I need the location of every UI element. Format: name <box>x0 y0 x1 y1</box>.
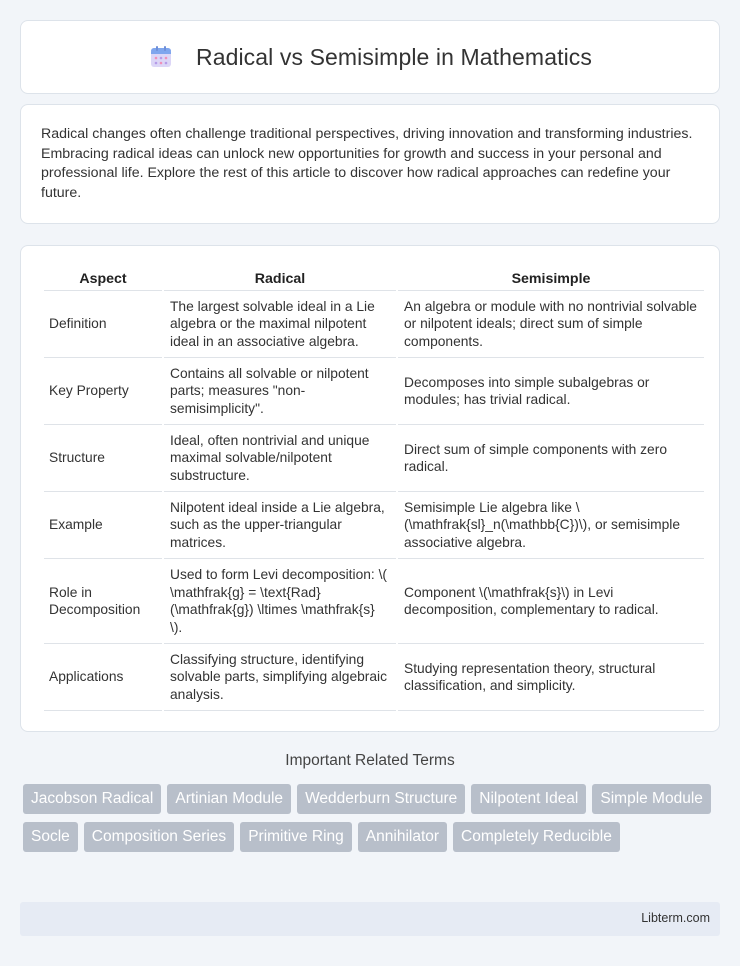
comparison-table-card <box>20 245 720 732</box>
related-term-tag[interactable]: Primitive Ring <box>240 822 352 852</box>
header-inner <box>148 44 592 71</box>
comparison-table <box>42 265 706 711</box>
radical-cell: The largest solvable ideal in a Lie algebra or the maximal nilpotent ideal in an associative algebra. <box>164 291 396 358</box>
related-term-tag[interactable]: Completely Reducible <box>453 822 620 852</box>
table-row <box>44 291 704 358</box>
semisimple-cell: Decomposes into simple subalgebras or modules; has trivial radical. <box>398 358 704 425</box>
header-semisimple: Semisimple <box>398 265 704 291</box>
radical-cell: Nilpotent ideal inside a Lie algebra, such as the upper-triangular matrices. <box>164 492 396 559</box>
radical-cell: Ideal, often nontrivial and unique maximal solvable/nilpotent substructure. <box>164 425 396 492</box>
related-term-tag[interactable]: Simple Module <box>592 784 711 814</box>
aspect-cell: Key Property <box>44 358 162 425</box>
aspect-cell: Example <box>44 492 162 559</box>
related-term-tag[interactable]: Jacobson Radical <box>23 784 161 814</box>
aspect-cell: Role in Decomposition <box>44 559 162 644</box>
radical-cell: Contains all solvable or nilpotent parts; measures "non-semisimplicity". <box>164 358 396 425</box>
footer-site-link[interactable]: Libterm.com <box>641 911 710 925</box>
semisimple-cell: An algebra or module with no nontrivial solvable or nilpotent ideals; direct sum of simple components. <box>398 291 704 358</box>
table-row <box>44 492 704 559</box>
related-term-tag[interactable]: Nilpotent Ideal <box>471 784 586 814</box>
radical-cell: Used to form Levi decomposition: \( \mathfrak{g} = \text{Rad}(\mathfrak{g}) \ltimes \mathfrak{s} \). <box>164 559 396 644</box>
table-row <box>44 358 704 425</box>
related-term-tag[interactable]: Annihilator <box>358 822 447 852</box>
header-radical: Radical <box>164 265 396 291</box>
table-row <box>44 644 704 711</box>
radical-cell: Classifying structure, identifying solvable parts, simplifying algebraic analysis. <box>164 644 396 711</box>
aspect-cell: Applications <box>44 644 162 711</box>
related-term-tag[interactable]: Wedderburn Structure <box>297 784 465 814</box>
intro-card <box>20 104 720 224</box>
related-terms-list <box>23 784 723 852</box>
header-aspect: Aspect <box>44 265 162 291</box>
related-terms-title: Important Related Terms <box>285 752 455 769</box>
related-term-tag[interactable]: Composition Series <box>84 822 234 852</box>
aspect-cell: Structure <box>44 425 162 492</box>
semisimple-cell: Direct sum of simple components with zero radical. <box>398 425 704 492</box>
page-title: Radical vs Semisimple in Mathematics <box>195 43 592 70</box>
aspect-cell: Definition <box>44 291 162 358</box>
table-row <box>44 559 704 644</box>
related-term-tag[interactable]: Socle <box>23 822 78 852</box>
related-term-tag[interactable]: Artinian Module <box>167 784 291 814</box>
header-card <box>20 20 720 94</box>
table-header-row <box>44 265 704 291</box>
footer <box>20 902 720 936</box>
semisimple-cell: Studying representation theory, structural classification, and simplicity. <box>398 644 704 711</box>
calendar-icon <box>148 44 174 70</box>
intro-paragraph: Radical changes often challenge traditional perspectives, driving innovation and transforming industries. Embracing radical ideas can unlock new opportunities for growth and success in your personal and professional life. Explore the rest of this article to discover how radical approaches can redefine your future. <box>41 126 693 201</box>
semisimple-cell: Semisimple Lie algebra like \(\mathfrak{sl}_n(\mathbb{C})\), or semisimple associative algebra. <box>398 492 704 559</box>
semisimple-cell: Component \(\mathfrak{s}\) in Levi decomposition, complementary to radical. <box>398 559 704 644</box>
table-row <box>44 425 704 492</box>
